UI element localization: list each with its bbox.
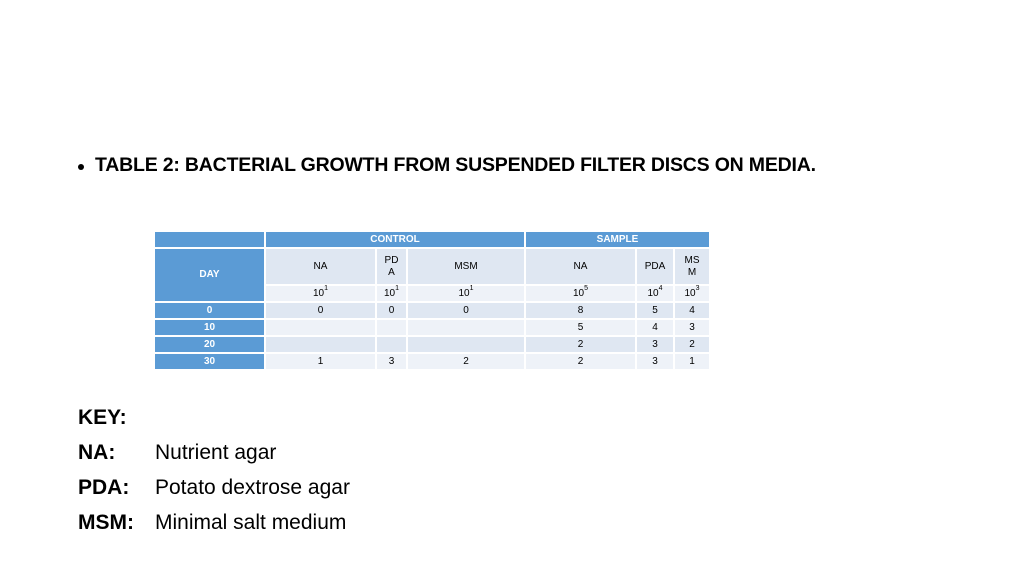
dilution-cell: $10^4$ bbox=[636, 285, 674, 302]
table-media-row bbox=[154, 248, 710, 285]
value-cell: 2 bbox=[674, 336, 710, 353]
key-definition: Nutrient agar bbox=[155, 441, 277, 464]
table-title: TABLE 2: BACTERIAL GROWTH FROM SUSPENDED FILTER DISCS ON MEDIA. bbox=[95, 154, 816, 176]
value-cell: 5 bbox=[636, 302, 674, 319]
value-cell bbox=[376, 336, 407, 353]
table-row bbox=[154, 302, 710, 319]
value-cell: 1 bbox=[674, 353, 710, 370]
table-caption bbox=[78, 154, 816, 177]
table-group-header-row bbox=[154, 231, 710, 248]
value-cell bbox=[407, 319, 525, 336]
value-cell bbox=[376, 319, 407, 336]
key-title-row bbox=[78, 400, 350, 435]
table-row bbox=[154, 336, 710, 353]
key-term: MSM: bbox=[78, 511, 134, 534]
value-cell: 0 bbox=[265, 302, 376, 319]
media-header-sample-pda: PDA bbox=[636, 248, 674, 285]
day-cell: 10 bbox=[154, 319, 265, 336]
key-legend bbox=[78, 400, 350, 540]
value-cell: 4 bbox=[636, 319, 674, 336]
dilution-cell: $10^1$ bbox=[376, 285, 407, 302]
key-title: KEY: bbox=[78, 406, 127, 429]
table-row bbox=[154, 353, 710, 370]
value-cell: 3 bbox=[674, 319, 710, 336]
value-cell: 2 bbox=[525, 353, 636, 370]
key-definition: Minimal salt medium bbox=[155, 511, 347, 534]
value-cell: 3 bbox=[636, 336, 674, 353]
value-cell: 0 bbox=[407, 302, 525, 319]
day-column-header: DAY bbox=[154, 248, 265, 302]
dilution-cell: $10^1$ bbox=[265, 285, 376, 302]
value-cell: 4 bbox=[674, 302, 710, 319]
value-cell: 5 bbox=[525, 319, 636, 336]
value-cell bbox=[265, 336, 376, 353]
value-cell bbox=[265, 319, 376, 336]
day-cell: 0 bbox=[154, 302, 265, 319]
control-group-header: CONTROL bbox=[265, 231, 525, 248]
value-cell: 3 bbox=[376, 353, 407, 370]
sample-group-header: SAMPLE bbox=[525, 231, 710, 248]
value-cell: 3 bbox=[636, 353, 674, 370]
media-header-control-msm: MSM bbox=[407, 248, 525, 285]
bullet-icon bbox=[78, 164, 84, 170]
value-cell: 2 bbox=[407, 353, 525, 370]
key-item bbox=[78, 470, 350, 505]
media-header-sample-na: NA bbox=[525, 248, 636, 285]
dilution-cell: $10^5$ bbox=[525, 285, 636, 302]
key-item bbox=[78, 435, 350, 470]
media-header-sample-msm: MS M bbox=[674, 248, 710, 285]
dilution-cell: $10^3$ bbox=[674, 285, 710, 302]
key-item bbox=[78, 505, 350, 540]
key-term: PDA: bbox=[78, 476, 130, 499]
table-corner-cell bbox=[154, 231, 265, 248]
growth-table bbox=[153, 230, 711, 371]
media-header-control-pda: PD A bbox=[376, 248, 407, 285]
dilution-cell: $10^1$ bbox=[407, 285, 525, 302]
key-term: NA: bbox=[78, 441, 116, 464]
table-row bbox=[154, 319, 710, 336]
value-cell: 2 bbox=[525, 336, 636, 353]
value-cell: 0 bbox=[376, 302, 407, 319]
day-cell: 30 bbox=[154, 353, 265, 370]
value-cell: 1 bbox=[265, 353, 376, 370]
key-definition: Potato dextrose agar bbox=[155, 476, 350, 499]
media-header-control-na: NA bbox=[265, 248, 376, 285]
day-cell: 20 bbox=[154, 336, 265, 353]
value-cell bbox=[407, 336, 525, 353]
value-cell: 8 bbox=[525, 302, 636, 319]
